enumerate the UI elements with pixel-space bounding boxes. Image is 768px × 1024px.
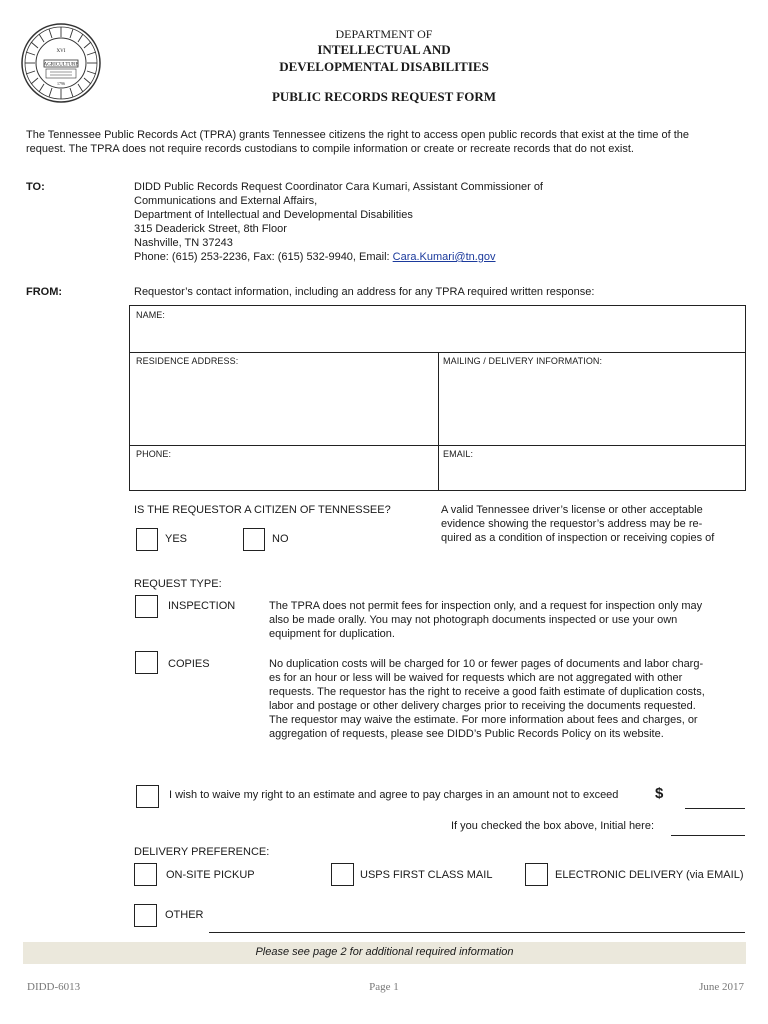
- column-divider: [438, 353, 439, 490]
- svg-text:1796: 1796: [57, 81, 65, 86]
- citizen-no-checkbox[interactable]: [243, 528, 265, 551]
- inspection-checkbox[interactable]: [135, 595, 158, 618]
- from-intro: Requestor’s contact information, including an address for any TPRA required written response:: [134, 286, 595, 298]
- to-line-4: 315 Deaderick Street, 8th Floor: [134, 223, 287, 235]
- email-link[interactable]: Cara.Kumari@tn.gov: [392, 251, 496, 263]
- copies-desc-line-6: aggregation of requests, please see DIDD’s Public Records Policy on its website.: [269, 728, 664, 740]
- state-seal: [20, 22, 102, 104]
- waive-estimate-text: I wish to waive my right to an estimate and agree to pay charges in an amount not to exceed: [169, 789, 619, 801]
- mailing-info-label: MAILING / DELIVERY INFORMATION:: [443, 356, 603, 366]
- intro-paragraph: [26, 128, 748, 156]
- name-field[interactable]: [131, 322, 743, 350]
- mailing-info-field[interactable]: [440, 368, 744, 443]
- inspection-desc-line-3: equipment for duplication.: [269, 628, 395, 640]
- dept-line-1: DEPARTMENT OF: [335, 27, 433, 41]
- to-line-5: Nashville, TN 37243: [134, 237, 233, 249]
- inspection-description: [269, 599, 747, 641]
- citizen-question: IS THE REQUESTOR A CITIZEN OF TENNESSEE?: [134, 504, 391, 516]
- initial-text: If you checked the box above, Initial here:: [451, 820, 655, 832]
- copies-label: COPIES: [168, 658, 210, 670]
- citizen-note-line-1: A valid Tennessee driver’s license or other acceptable: [441, 504, 703, 516]
- other-checkbox[interactable]: [134, 904, 157, 927]
- copies-checkbox[interactable]: [135, 651, 158, 674]
- form-title: PUBLIC RECORDS REQUEST FORM: [271, 89, 497, 104]
- to-contact-text: Phone: (615) 253-2236, Fax: (615) 532-9940, Email:: [134, 251, 393, 263]
- to-label: TO:: [26, 181, 45, 193]
- citizen-note: [441, 503, 746, 545]
- usps-checkbox[interactable]: [331, 863, 354, 886]
- footer-form-id: DIDD-6013: [27, 981, 81, 993]
- phone-label: PHONE:: [136, 449, 172, 459]
- svg-text:AGRICULTURE: AGRICULTURE: [43, 62, 79, 68]
- copies-desc-line-2: es for an hour or less will be waived for requests which are not aggregated with other: [269, 672, 683, 684]
- citizen-note-line-3: quired as a condition of inspection or receiving copies of: [441, 532, 715, 544]
- inspection-label: INSPECTION: [168, 600, 236, 612]
- copies-desc-line-1: No duplication costs will be charged for 10 or fewer pages of documents and labor charg-: [269, 658, 704, 670]
- to-line-6: [134, 250, 734, 264]
- footer-date: June 2017: [699, 981, 744, 993]
- delivery-label: DELIVERY PREFERENCE:: [134, 846, 270, 858]
- notice-text: Please see page 2 for additional required information: [255, 946, 514, 958]
- citizen-yes-checkbox[interactable]: [136, 528, 158, 551]
- svg-text:XVI: XVI: [56, 49, 66, 54]
- copies-desc-line-3: requests. The requestor has the right to receive a good faith estimate of duplication costs,: [269, 686, 705, 698]
- waive-estimate-checkbox[interactable]: [136, 785, 159, 808]
- other-field[interactable]: [209, 916, 745, 933]
- email-label: EMAIL:: [443, 449, 474, 459]
- phone-field[interactable]: [131, 461, 436, 489]
- residence-address-field[interactable]: [131, 368, 436, 443]
- email-field[interactable]: [440, 461, 744, 489]
- other-label: OTHER: [165, 909, 204, 921]
- citizen-yes-label: YES: [165, 533, 188, 545]
- onsite-checkbox[interactable]: [134, 863, 157, 886]
- inspection-desc-line-1: The TPRA does not permit fees for inspection only, and a request for inspection only may: [269, 600, 703, 612]
- electronic-label: ELECTRONIC DELIVERY (via EMAIL): [555, 869, 744, 881]
- to-line-3: Department of Intellectual and Developmental Disabilities: [134, 209, 413, 221]
- dept-line-2: INTELLECTUAL AND: [317, 42, 451, 57]
- citizen-note-line-2: evidence showing the requestor’s address may be re-: [441, 518, 703, 530]
- intro-line-1: The Tennessee Public Records Act (TPRA) grants Tennessee citizens the right to access open public records that exist at the time of the: [26, 129, 689, 141]
- to-address: [134, 180, 734, 264]
- usps-label: USPS FIRST CLASS MAIL: [360, 869, 493, 881]
- dollar-sign: $: [655, 785, 664, 802]
- dept-line-3: DEVELOPMENTAL DISABILITIES: [279, 59, 489, 74]
- amount-field[interactable]: [685, 792, 745, 809]
- citizen-no-label: NO: [272, 533, 289, 545]
- to-line-2: Communications and External Affairs,: [134, 195, 318, 207]
- contact-table: [129, 305, 746, 491]
- copies-desc-line-4: labor and postage or other delivery charges prior to receiving the documents requested.: [269, 700, 696, 712]
- request-type-label: REQUEST TYPE:: [134, 578, 222, 590]
- copies-description: [269, 657, 747, 741]
- inspection-desc-line-2: also be made orally. You may not photograph documents inspected or use your own: [269, 614, 678, 626]
- footer-page: Page 1: [369, 981, 399, 993]
- electronic-checkbox[interactable]: [525, 863, 548, 886]
- initial-field[interactable]: [671, 819, 745, 836]
- intro-line-2: request. The TPRA does not require records custodians to compile information or create or recreate records that do not exist.: [26, 143, 634, 155]
- copies-desc-line-5: The requestor may waive the estimate. For more information about fees and charges, or: [269, 714, 698, 726]
- name-label: NAME:: [136, 310, 166, 320]
- from-label: FROM:: [26, 286, 63, 298]
- residence-address-label: RESIDENCE ADDRESS:: [136, 356, 239, 366]
- onsite-label: ON-SITE PICKUP: [166, 869, 255, 881]
- to-line-1: DIDD Public Records Request Coordinator Cara Kumari, Assistant Commissioner of: [134, 181, 543, 193]
